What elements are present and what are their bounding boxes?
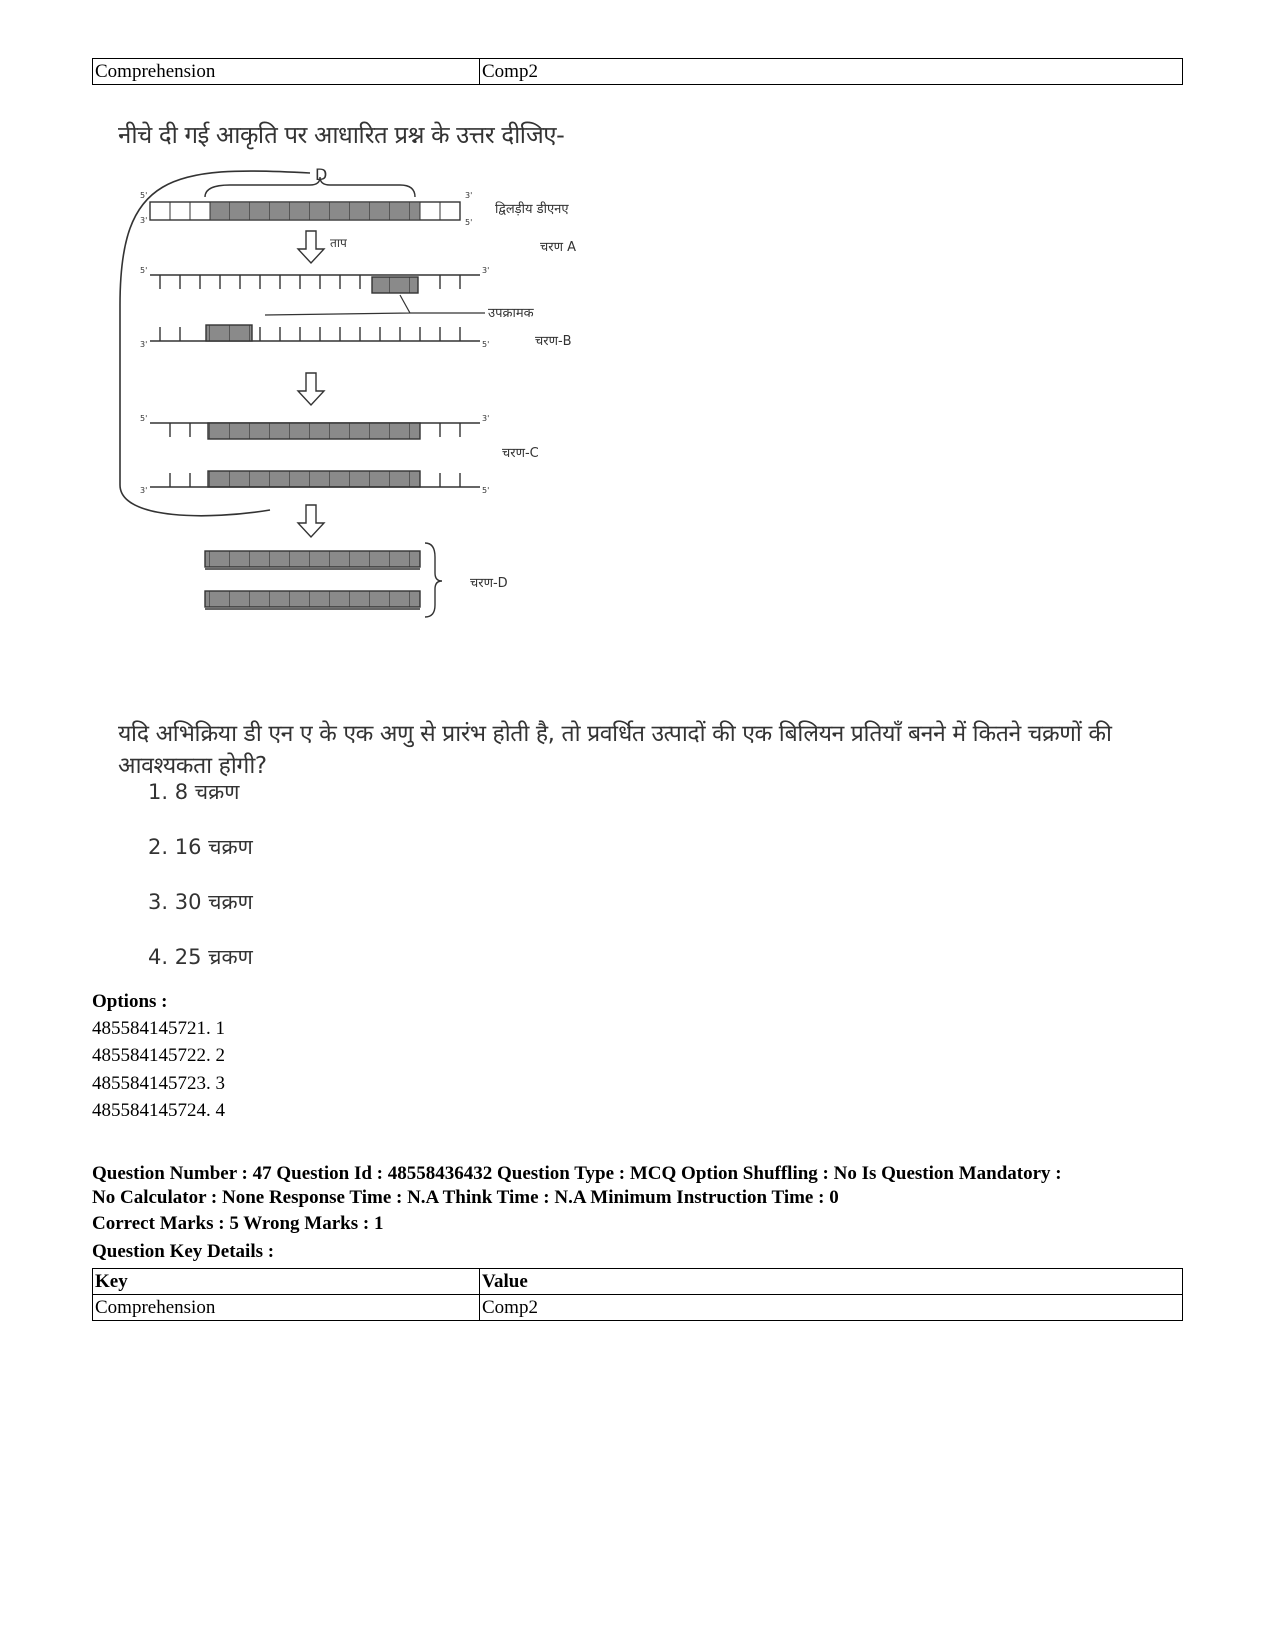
primer-pointer bbox=[265, 295, 485, 315]
table-header-row bbox=[93, 1269, 1183, 1295]
label-step-a: चरण A bbox=[540, 240, 576, 255]
option-id-item: 485584145724. 4 bbox=[92, 1100, 225, 1121]
table-row bbox=[93, 1295, 1183, 1321]
step-b-top-strand bbox=[150, 275, 480, 293]
svg-text:5': 5' bbox=[140, 191, 148, 200]
label-step-c: चरण-C bbox=[502, 446, 539, 461]
choice-item: 2. 16 चक्रण bbox=[148, 835, 253, 859]
table-cell-key: Comprehension bbox=[93, 1295, 480, 1321]
label-heat: ताप bbox=[330, 236, 347, 250]
table-cell-value: Comp2 bbox=[480, 1295, 1183, 1321]
svg-text:5': 5' bbox=[482, 340, 490, 349]
option-id-item: 485584145722. 2 bbox=[92, 1045, 225, 1066]
table-cell-key: Comprehension bbox=[93, 59, 480, 85]
table-header-value: Value bbox=[480, 1269, 1183, 1295]
pcr-diagram bbox=[110, 165, 630, 645]
svg-text:5': 5' bbox=[482, 486, 490, 495]
svg-text:5': 5' bbox=[465, 218, 473, 227]
meta-line-1: Question Number : 47 Question Id : 48558436432 Question Type : MCQ Option Shuffling : No Is Question Mandatory : bbox=[92, 1163, 1062, 1184]
question-text: यदि अभिक्रिया डी एन ए के एक अणु से प्रारंभ होती है, तो प्रवर्धित उत्पादों की एक बिलियन प्रतियाँ बनने में कितने चक्रणों की आवश्यकता होगी? bbox=[118, 721, 1112, 779]
step-c-strands bbox=[150, 423, 480, 487]
meta-line-2: No Calculator : None Response Time : N.A Think Time : N.A Minimum Instruction Time : 0 bbox=[92, 1187, 839, 1208]
option-id-item: 485584145723. 3 bbox=[92, 1073, 225, 1094]
svg-text:3': 3' bbox=[140, 340, 148, 349]
heat-arrow-icon bbox=[298, 231, 324, 263]
label-dsdna: द्विलड़ीय डीएनए bbox=[495, 202, 569, 217]
svg-text:3': 3' bbox=[465, 191, 473, 200]
option-id-item: 485584145721. 1 bbox=[92, 1018, 225, 1039]
cycle-loop-arrow bbox=[120, 171, 310, 516]
table-row bbox=[93, 59, 1183, 85]
choice-item: 1. 8 चक्रण bbox=[148, 780, 240, 804]
svg-text:3': 3' bbox=[482, 266, 490, 275]
label-d: D bbox=[315, 165, 328, 184]
step-d-products bbox=[205, 543, 442, 617]
key-details-heading: Question Key Details : bbox=[92, 1241, 275, 1262]
key-value-table bbox=[92, 1268, 1183, 1321]
choice-item: 3. 30 चक्रण bbox=[148, 890, 253, 914]
table-header-key: Key bbox=[93, 1269, 480, 1295]
table-cell-value: Comp2 bbox=[480, 59, 1183, 85]
svg-text:5': 5' bbox=[140, 266, 148, 275]
label-step-b: चरण-B bbox=[535, 334, 572, 349]
passage-intro: नीचे दी गई आकृति पर आधारित प्रश्न के उत्तर दीजिए- bbox=[118, 121, 565, 149]
svg-text:3': 3' bbox=[140, 216, 148, 225]
svg-text:5': 5' bbox=[140, 414, 148, 423]
svg-text:3': 3' bbox=[482, 414, 490, 423]
top-key-value-table bbox=[92, 58, 1183, 85]
marks-line: Correct Marks : 5 Wrong Marks : 1 bbox=[92, 1213, 384, 1234]
step-a-dsdna bbox=[140, 191, 472, 227]
choice-item: 4. 25 च्रकण bbox=[148, 945, 253, 969]
label-primer: उपक्रामक bbox=[488, 306, 534, 321]
question-meta bbox=[92, 1162, 1202, 1210]
down-arrow-icon bbox=[298, 505, 324, 537]
down-arrow-icon bbox=[298, 373, 324, 405]
svg-text:3': 3' bbox=[140, 486, 148, 495]
label-step-d: चरण-D bbox=[470, 576, 508, 591]
options-heading: Options : bbox=[92, 991, 168, 1012]
step-b-bottom-strand bbox=[150, 325, 480, 341]
region-d-bracket bbox=[205, 177, 415, 197]
